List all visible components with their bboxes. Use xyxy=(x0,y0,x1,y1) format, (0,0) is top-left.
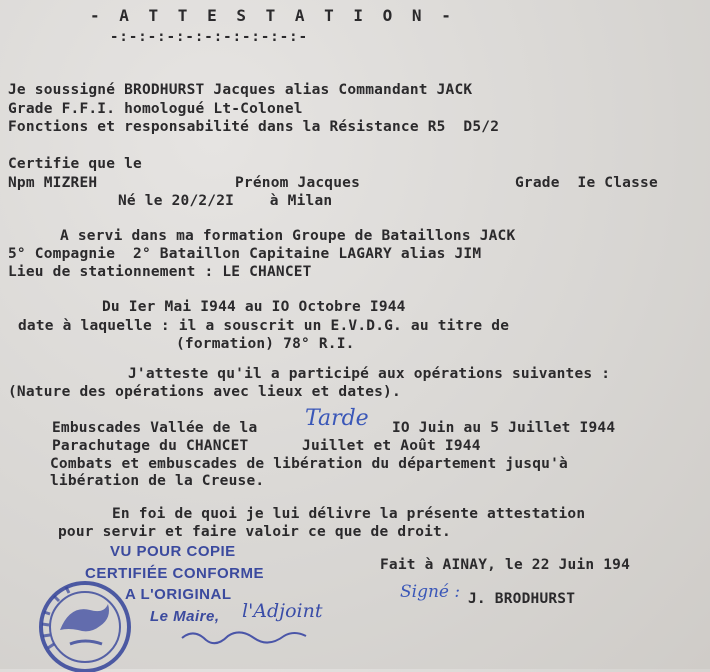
operations-intro-1: J'atteste qu'il a participé aux opérations suivantes : xyxy=(128,366,611,382)
handwritten-adjoint: l'Adjoint xyxy=(242,600,323,622)
closing-line-1: En foi de quoi je lui délivre la présente attestation xyxy=(112,506,586,522)
nom-field: Npm MIZREH xyxy=(8,175,98,191)
operation-1-suffix: IO Juin au 5 Juillet I944 xyxy=(392,420,616,436)
stamp-line-1: VU POUR COPIE xyxy=(110,543,236,560)
handwritten-tarde: Tarde xyxy=(305,406,369,431)
operation-1-prefix: Embuscades Vallée de la xyxy=(52,420,258,436)
operations-intro-2: (Nature des opérations avec lieux et dates). xyxy=(8,384,401,400)
document-title: - A T T E S T A T I O N - xyxy=(90,6,456,25)
grade-field: Grade Ie Classe xyxy=(515,175,658,191)
prenom-field: Prénom Jacques xyxy=(235,175,361,191)
title-underline: -:-:-:-:-:-:-:-:-:-:- xyxy=(110,29,309,45)
certifie-line: Certifie que le xyxy=(8,156,142,172)
birth-line: Né le 20/2/2I à Milan xyxy=(118,193,333,209)
stamp-line-4: Le Maire, xyxy=(150,608,220,625)
service-line-2: 5° Compagnie 2° Bataillon Capitaine LAGARY alias JIM xyxy=(8,246,482,262)
operation-4: libération de la Creuse. xyxy=(50,473,265,489)
intro-line-3: Fonctions et responsabilité dans la Résistance R5 D5/2 xyxy=(8,119,500,135)
signatory-name: J. BRODHURST xyxy=(468,591,576,607)
stamp-line-2: CERTIFIÉE CONFORME xyxy=(85,565,265,582)
official-seal-icon xyxy=(30,572,140,672)
stamp-line-3: A L'ORIGINAL xyxy=(125,586,232,603)
dates-line-1: Du Ier Mai I944 au IO Octobre I944 xyxy=(102,299,406,315)
operation-2: Parachutage du CHANCET Juillet et Août I944 xyxy=(52,438,481,454)
place-and-date: Fait à AINAY, le 22 Juin 194 xyxy=(380,557,631,573)
intro-line-2: Grade F.F.I. homologué Lt-Colonel xyxy=(8,101,303,117)
service-line-1: A servi dans ma formation Groupe de Bataillons JACK xyxy=(60,228,516,244)
intro-line-1: Je soussigné BRODHURST Jacques alias Commandant JACK xyxy=(8,82,473,98)
dates-line-2: date à laquelle : il a souscrit un E.V.D.G. au titre de xyxy=(18,318,510,334)
signature-squiggle-icon xyxy=(180,624,310,654)
closing-line-2: pour servir et faire valoir ce que de droit. xyxy=(58,524,451,540)
dates-line-3: (formation) 78° R.I. xyxy=(176,336,355,352)
service-line-3: Lieu de stationnement : LE CHANCET xyxy=(8,264,312,280)
operation-3: Combats et embuscades de libération du département jusqu'à xyxy=(50,456,568,472)
handwritten-signe: Signé : xyxy=(400,582,461,602)
